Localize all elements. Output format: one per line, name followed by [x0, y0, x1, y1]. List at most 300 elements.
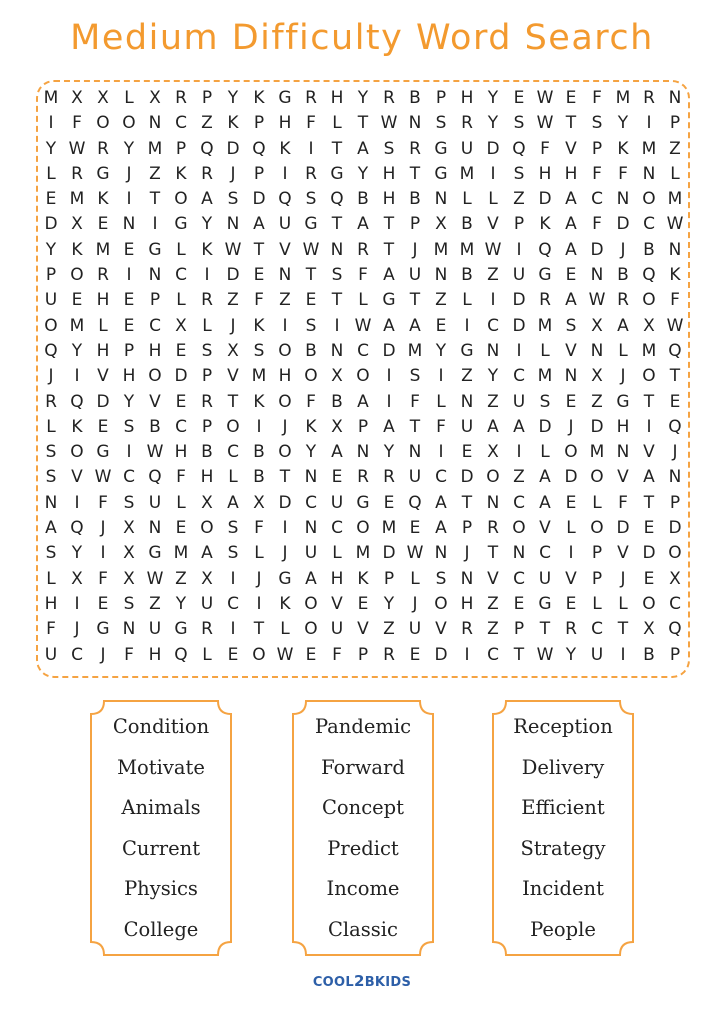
grid-letter: W — [484, 239, 502, 260]
grid-letter: R — [461, 113, 473, 134]
grid-letter: H — [330, 88, 344, 108]
grid-letter: S — [123, 492, 135, 513]
grid-letter: R — [175, 88, 187, 108]
grid-row — [38, 390, 688, 415]
grid-letter: C — [227, 442, 239, 463]
grid-letter: B — [357, 189, 369, 210]
grid-letter: L — [202, 644, 212, 665]
grid-letter: S — [305, 315, 317, 336]
word-item: Concept — [322, 796, 404, 820]
grid-letter: T — [227, 391, 239, 412]
grid-letter: Q — [668, 416, 682, 437]
grid-letter: M — [641, 340, 657, 361]
grid-letter: F — [618, 492, 628, 513]
grid-letter: S — [513, 163, 525, 184]
grid-letter: K — [279, 138, 291, 159]
grid-letter: M — [667, 189, 683, 210]
word-list-box-1 — [90, 700, 232, 956]
grid-letter: G — [460, 340, 474, 361]
grid-letter: I — [126, 442, 132, 463]
grid-letter: I — [204, 265, 210, 286]
grid-letter: A — [45, 518, 57, 539]
grid-letter: K — [669, 265, 681, 286]
grid-letter: Z — [487, 265, 499, 286]
grid-letter: S — [305, 189, 317, 210]
grid-letter: Q — [252, 138, 266, 159]
grid-letter: L — [176, 492, 186, 513]
grid-letter: L — [410, 568, 420, 589]
grid-letter: K — [201, 239, 213, 260]
grid-letter: U — [278, 214, 292, 235]
word-item: Strategy — [520, 836, 606, 860]
grid-letter: Z — [435, 290, 447, 311]
grid-letter: X — [227, 340, 239, 361]
word-item: Delivery — [521, 755, 605, 779]
grid-letter: N — [304, 518, 318, 539]
grid-letter: W — [536, 88, 554, 108]
grid-letter: F — [254, 518, 264, 539]
grid-letter: Z — [149, 593, 161, 614]
grid-letter: Z — [513, 467, 525, 488]
grid-letter: Q — [330, 189, 344, 210]
grid-letter: Y — [357, 88, 369, 108]
grid-letter: W — [224, 239, 242, 260]
grid-letter: R — [305, 88, 317, 108]
grid-letter: P — [669, 113, 681, 134]
grid-letter: J — [126, 163, 132, 184]
grid-letter: S — [435, 113, 447, 134]
grid-letter: I — [230, 568, 236, 589]
grid-letter: N — [486, 492, 500, 513]
grid-letter: D — [512, 290, 526, 311]
grid-letter: Y — [71, 543, 83, 564]
grid-letter: H — [382, 163, 396, 184]
grid-letter: N — [122, 214, 136, 235]
grid-letter: M — [407, 340, 423, 361]
grid-letter: K — [71, 239, 83, 260]
grid-letter: A — [383, 315, 395, 336]
grid-letter: O — [278, 442, 292, 463]
grid-letter: T — [565, 113, 577, 134]
grid-letter: B — [201, 442, 213, 463]
grid-letter: L — [488, 189, 498, 210]
grid-letter: N — [434, 543, 448, 564]
grid-letter: S — [201, 340, 213, 361]
grid-letter: U — [512, 391, 526, 412]
grid-letter: X — [123, 543, 135, 564]
grid-letter: Y — [435, 340, 447, 361]
grid-letter: J — [620, 366, 626, 387]
grid-letter: I — [386, 366, 392, 387]
grid-letter: R — [383, 467, 395, 488]
grid-letter: O — [304, 619, 318, 640]
grid-letter: A — [357, 391, 369, 412]
grid-letter: N — [616, 189, 630, 210]
grid-letter: L — [566, 518, 576, 539]
grid-letter: E — [97, 214, 109, 235]
grid-letter: A — [565, 239, 577, 260]
grid-letter: E — [175, 340, 187, 361]
grid-letter: B — [409, 189, 421, 210]
grid-letter: K — [71, 416, 83, 437]
grid-letter: A — [565, 214, 577, 235]
grid-letter: P — [409, 214, 421, 235]
grid-letter: T — [279, 467, 291, 488]
grid-letter: Z — [227, 290, 239, 311]
grid-letter: T — [253, 239, 265, 260]
grid-letter: H — [382, 189, 396, 210]
grid-letter: T — [383, 239, 395, 260]
grid-letter: L — [98, 315, 108, 336]
grid-letter: J — [412, 593, 418, 614]
grid-letter: D — [590, 239, 604, 260]
grid-letter: C — [123, 467, 135, 488]
grid-letter: U — [590, 644, 604, 665]
grid-letter: E — [331, 467, 343, 488]
grid-letter: U — [44, 644, 58, 665]
grid-letter: O — [200, 518, 214, 539]
grid-letter: A — [513, 416, 525, 437]
grid-letter: P — [461, 518, 473, 539]
grid-letter: S — [435, 568, 447, 589]
grid-letter: C — [175, 265, 187, 286]
grid-letter: E — [383, 492, 395, 513]
grid-row — [38, 162, 688, 187]
grid-letter: O — [44, 315, 58, 336]
grid-letter: A — [643, 467, 655, 488]
grid-letter: H — [460, 88, 474, 108]
grid-letter: X — [253, 492, 265, 513]
grid-letter: P — [201, 366, 213, 387]
grid-letter: W — [146, 568, 164, 589]
grid-letter: T — [409, 416, 421, 437]
grid-letter: I — [568, 543, 574, 564]
grid-letter: D — [382, 543, 396, 564]
grid-letter: E — [409, 518, 421, 539]
grid-letter: M — [459, 163, 475, 184]
grid-letter: T — [669, 366, 681, 387]
grid-letter: L — [462, 189, 472, 210]
grid-letter: R — [201, 619, 213, 640]
grid-letter: F — [306, 391, 316, 412]
grid-letter: O — [512, 518, 526, 539]
word-item: Condition — [112, 715, 210, 738]
grid-letter: M — [537, 315, 553, 336]
grid-letter: Q — [512, 138, 526, 159]
grid-letter: B — [305, 340, 317, 361]
grid-letter: Z — [591, 391, 603, 412]
grid-letter: M — [615, 88, 631, 108]
grid-letter: S — [539, 391, 551, 412]
grid-letter: S — [45, 543, 57, 564]
grid-row — [38, 415, 688, 440]
grid-letter: F — [618, 163, 628, 184]
grid-letter: Z — [175, 568, 187, 589]
grid-letter: S — [591, 113, 603, 134]
grid-letter: N — [408, 113, 422, 134]
grid-letter: E — [565, 88, 577, 108]
grid-row — [38, 643, 688, 668]
grid-letter: L — [592, 593, 602, 614]
grid-letter: A — [383, 416, 395, 437]
grid-letter: Q — [44, 340, 58, 361]
grid-letter: J — [568, 416, 574, 437]
grid-letter: E — [305, 644, 317, 665]
grid-letter: S — [227, 189, 239, 210]
grid-letter: Z — [461, 366, 473, 387]
grid-letter: Y — [487, 113, 499, 134]
grid-row — [38, 137, 688, 162]
grid-letter: S — [45, 442, 57, 463]
grid-letter: J — [100, 518, 106, 539]
word-item: Reception — [513, 715, 613, 738]
grid-letter: C — [435, 467, 447, 488]
grid-letter: D — [434, 644, 448, 665]
grid-letter: M — [459, 239, 475, 260]
grid-letter: R — [617, 290, 629, 311]
grid-letter: O — [278, 391, 292, 412]
grid-letter: L — [228, 467, 238, 488]
grid-letter: Y — [45, 239, 57, 260]
grid-letter: H — [148, 644, 162, 665]
grid-letter: G — [96, 163, 110, 184]
logo-text-cool: COOL — [312, 975, 354, 990]
grid-letter: H — [122, 366, 136, 387]
grid-letter: O — [668, 543, 682, 564]
grid-letter: O — [278, 340, 292, 361]
grid-letter: N — [226, 214, 240, 235]
grid-letter: J — [48, 366, 54, 387]
grid-letter: I — [256, 593, 262, 614]
grid-row — [38, 364, 688, 389]
grid-letter: V — [617, 543, 629, 564]
grid-letter: M — [589, 442, 605, 463]
grid-letter: H — [174, 442, 188, 463]
grid-letter: G — [278, 88, 292, 108]
grid-letter: E — [45, 189, 57, 210]
grid-letter: H — [564, 163, 578, 184]
grid-letter: B — [149, 416, 161, 437]
grid-letter: R — [461, 619, 473, 640]
grid-letter: D — [564, 467, 578, 488]
grid-letter: I — [74, 366, 80, 387]
grid-letter: R — [565, 619, 577, 640]
grid-letter: P — [435, 88, 447, 108]
grid-letter: L — [254, 543, 264, 564]
grid-letter: N — [44, 492, 58, 513]
grid-letter: M — [69, 315, 85, 336]
grid-letter: W — [666, 315, 684, 336]
grid-letter: L — [540, 340, 550, 361]
grid-letter: D — [538, 189, 552, 210]
grid-letter: Z — [513, 189, 525, 210]
grid-letter: M — [95, 239, 111, 260]
grid-letter: W — [94, 467, 112, 488]
grid-letter: P — [45, 265, 57, 286]
grid-letter: U — [330, 492, 344, 513]
grid-letter: A — [357, 214, 369, 235]
grid-letter: N — [616, 442, 630, 463]
grid-letter: K — [539, 214, 551, 235]
grid-letter: L — [618, 593, 628, 614]
grid-letter: F — [332, 644, 342, 665]
grid-letter: E — [669, 391, 681, 412]
grid-letter: S — [565, 315, 577, 336]
grid-row — [38, 86, 688, 111]
grid-letter: O — [148, 366, 162, 387]
grid-letter: C — [539, 543, 551, 564]
grid-letter: C — [227, 593, 239, 614]
grid-row — [38, 238, 688, 263]
grid-letter: P — [383, 568, 395, 589]
grid-letter: N — [590, 340, 604, 361]
grid-letter: N — [668, 239, 682, 260]
grid-letter: X — [201, 568, 213, 589]
grid-letter: F — [592, 214, 602, 235]
grid-letter: R — [383, 644, 395, 665]
grid-letter: G — [434, 163, 448, 184]
grid-letter: Y — [565, 644, 577, 665]
grid-letter: Y — [487, 88, 499, 108]
grid-letter: J — [620, 568, 626, 589]
grid-letter: F — [124, 644, 134, 665]
grid-row — [38, 516, 688, 541]
grid-letter: I — [230, 619, 236, 640]
grid-letter: G — [174, 619, 188, 640]
grid-letter: N — [434, 189, 448, 210]
grid-letter: E — [175, 518, 187, 539]
grid-letter: I — [282, 163, 288, 184]
grid-letter: R — [539, 290, 551, 311]
grid-letter: I — [490, 163, 496, 184]
grid-letter: O — [486, 467, 500, 488]
grid-letter: D — [512, 315, 526, 336]
grid-letter: B — [617, 265, 629, 286]
grid-letter: V — [97, 366, 109, 387]
grid-letter: M — [173, 543, 189, 564]
grid-letter: Z — [487, 619, 499, 640]
grid-letter: M — [251, 366, 267, 387]
grid-letter: W — [536, 644, 554, 665]
grid-letter: O — [122, 113, 136, 134]
grid-letter: I — [74, 593, 80, 614]
grid-letter: I — [308, 138, 314, 159]
page-title: Medium Difficulty Word Search — [70, 18, 654, 58]
grid-letter: C — [513, 492, 525, 513]
grid-letter: L — [670, 163, 680, 184]
grid-letter: N — [668, 467, 682, 488]
word-item: People — [530, 917, 596, 941]
grid-letter: N — [668, 88, 682, 108]
grid-letter: W — [666, 214, 684, 235]
grid-letter: L — [46, 163, 56, 184]
grid-letter: P — [591, 543, 603, 564]
grid-letter: P — [201, 416, 213, 437]
word-item: College — [123, 917, 199, 941]
grid-letter: I — [256, 416, 262, 437]
grid-letter: V — [487, 214, 499, 235]
grid-letter: A — [435, 492, 447, 513]
grid-letter: F — [176, 467, 186, 488]
grid-letter: F — [306, 113, 316, 134]
grid-letter: Y — [123, 138, 135, 159]
grid-letter: Q — [668, 619, 682, 640]
grid-letter: I — [282, 315, 288, 336]
grid-letter: H — [148, 340, 162, 361]
word-item: Income — [326, 877, 400, 901]
grid-letter: E — [305, 290, 317, 311]
grid-letter: F — [46, 619, 56, 640]
grid-letter: O — [304, 366, 318, 387]
grid-letter: O — [564, 442, 578, 463]
grid-letter: X — [331, 416, 343, 437]
grid-letter: R — [383, 88, 395, 108]
grid-letter: F — [254, 290, 264, 311]
grid-letter: I — [152, 214, 158, 235]
grid-letter: E — [643, 568, 655, 589]
grid-letter: H — [460, 593, 474, 614]
grid-letter: C — [175, 416, 187, 437]
grid-letter: K — [253, 88, 265, 108]
grid-letter: R — [71, 163, 83, 184]
grid-row — [38, 440, 688, 465]
grid-letter: S — [409, 366, 421, 387]
grid-letter: L — [280, 619, 290, 640]
grid-letter: R — [409, 138, 421, 159]
grid-letter: A — [305, 568, 317, 589]
grid-letter: X — [71, 214, 83, 235]
grid-letter: B — [643, 644, 655, 665]
grid-letter: Y — [71, 340, 83, 361]
grid-letter: M — [147, 138, 163, 159]
grid-letter: I — [464, 644, 470, 665]
grid-letter: V — [279, 239, 291, 260]
grid-row — [38, 339, 688, 364]
grid-letter: P — [357, 644, 369, 665]
grid-letter: N — [460, 391, 474, 412]
grid-letter: Q — [70, 391, 84, 412]
grid-letter: X — [643, 619, 655, 640]
grid-letter: C — [175, 113, 187, 134]
grid-letter: N — [148, 113, 162, 134]
grid-letter: M — [641, 138, 657, 159]
grid-letter: J — [464, 543, 470, 564]
grid-letter: X — [149, 88, 161, 108]
grid-letter: Q — [668, 340, 682, 361]
grid-letter: J — [412, 239, 418, 260]
grid-letter: T — [331, 290, 343, 311]
grid-letter: W — [276, 644, 294, 665]
grid-letter: A — [253, 214, 265, 235]
grid-letter: X — [71, 88, 83, 108]
grid-letter: K — [253, 315, 265, 336]
grid-letter: L — [540, 442, 550, 463]
grid-letter: P — [123, 340, 135, 361]
grid-letter: D — [226, 265, 240, 286]
grid-letter: E — [565, 265, 577, 286]
grid-letter: V — [357, 619, 369, 640]
grid-letter: J — [230, 163, 236, 184]
grid-row — [38, 111, 688, 136]
grid-letter: N — [590, 265, 604, 286]
grid-letter: X — [175, 315, 187, 336]
grid-letter: F — [436, 416, 446, 437]
grid-letter: U — [460, 416, 474, 437]
grid-letter: P — [513, 619, 525, 640]
grid-letter: U — [148, 619, 162, 640]
grid-letter: U — [330, 619, 344, 640]
grid-letter: E — [175, 391, 187, 412]
